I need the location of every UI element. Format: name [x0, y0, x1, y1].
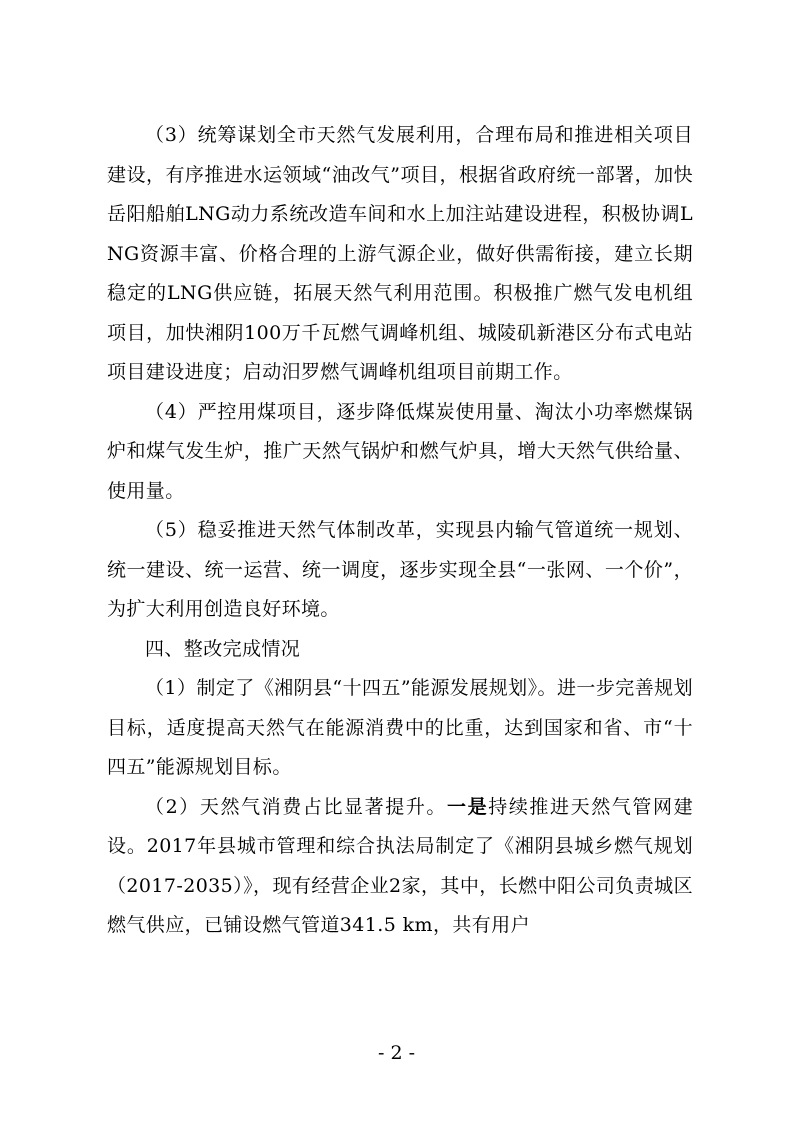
result-item-2-body: 持续推进天然气管网建设。2017年县城市管理和综合执法局制定了《湘阴县城乡燃气规划（2017-2035）》，现有经营企业2家，其中，长燃中阳公司负责城区燃气供应，已铺设燃气管道341.5 km，共有用户 [107, 795, 693, 936]
result-item-2-lead: （2）天然气消费占比显著提升。 [145, 795, 448, 818]
section-heading: 四、整改完成情况 [145, 637, 301, 660]
result-item-1: （1）制定了《湘阴县“十四五”能源发展规划》。进一步完善规划目标，适度提高天然气在能源消费中的比重，达到国家和省、市“十四五”能源规划目标。 [107, 677, 693, 778]
paragraph-item-5: （5）稳妥推进天然气体制改革，实现县内输气管道统一规划、统一建设、统一运营、统一调度，逐步实现全县“一张网、一个价”，为扩大利用创造良好环境。 [107, 519, 693, 620]
result-item-2-emphasis: 一是 [447, 795, 489, 818]
result-item-2 [107, 788, 693, 946]
paragraph-item-3: （3）统筹谋划全市天然气发展利用，合理布局和推进相关项目建设，有序推进水运领域“油改气”项目，根据省政府统一部署，加快岳阳船舶LNG动力系统改造车间和水上加注站建设进程，积极协调LNG资源丰富、价格合理的上游气源企业，做好供需衔接，建立长期稳定的LNG供应链，拓展天然气利用范围。积极推广燃气发电机组项目，加快湘阴100万千瓦燃气调峰机组、城陵矶新港区分布式电站项目建设进度；启动汨罗燃气调峰机组项目前期工作。 [107, 124, 693, 383]
page-number: - 2 - [377, 1042, 415, 1064]
document-body [107, 116, 693, 946]
paragraph-item-4: （4）严控用煤项目，逐步降低煤炭使用量、淘汰小功率燃煤锅炉和煤气发生炉，推广天然气锅炉和燃气炉具，增大天然气供给量、使用量。 [107, 400, 693, 502]
